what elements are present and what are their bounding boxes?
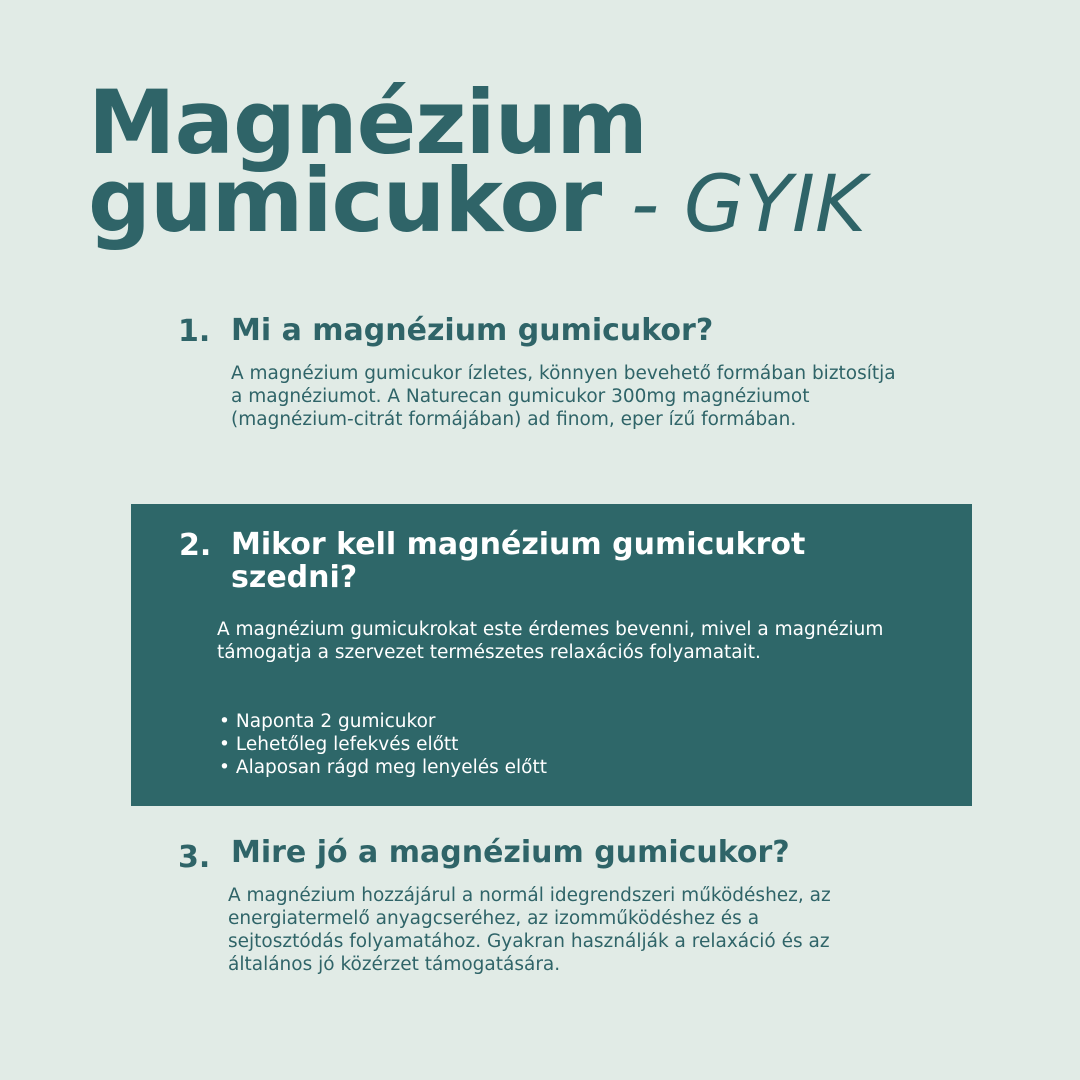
faq-answer: A magnézium hozzájárul a normál idegrendszeri működéshez, az energiatermelő anyagcseréhez, az izomműködéshez és a sejtosztódás folyamatához. Gyakran használják a relaxáció és az általános jó közérzet támogatására. xyxy=(228,885,831,975)
faq-answer: A magnézium gumicukor ízletes, könnyen bevehető formában biztosítja a magnéziumot. A Naturecan gumicukor 300mg magnéziumot (magnézium-citrát formájában) ad finom, eper ízű formában. xyxy=(231,363,896,430)
faq-item-1 xyxy=(0,310,1080,470)
faq-answer: A magnézium gumicukrokat este érdemes bevenni, mivel a magnézium támogatja a szervezet természetes relaxációs folyamatait. xyxy=(217,619,884,663)
faq-item-2-highlight xyxy=(131,504,972,806)
list-item: • Naponta 2 gumicukor xyxy=(219,710,547,733)
faq-number: 3. xyxy=(178,840,211,875)
faq-question: Mi a magnézium gumicukor? xyxy=(231,313,714,348)
faq-question: Mikor kell magnézium gumicukrot szedni? xyxy=(231,527,806,595)
list-item: • Lehetőleg lefekvés előtt xyxy=(219,733,547,756)
faq-question: Mire jó a magnézium gumicukor? xyxy=(231,835,790,870)
page-title xyxy=(88,71,1028,252)
title-suffix: - GYIK xyxy=(630,160,867,250)
title-line-1: Magnézium xyxy=(88,71,648,174)
title-line-2 xyxy=(88,149,1028,252)
list-item: • Alaposan rágd meg lenyelés előtt xyxy=(219,756,547,779)
faq-number: 2. xyxy=(179,528,212,563)
faq-item-3 xyxy=(0,836,1080,996)
faq-number: 1. xyxy=(178,314,211,349)
title-line-2-text: gumicukor xyxy=(88,149,602,252)
dosage-list xyxy=(219,710,547,779)
